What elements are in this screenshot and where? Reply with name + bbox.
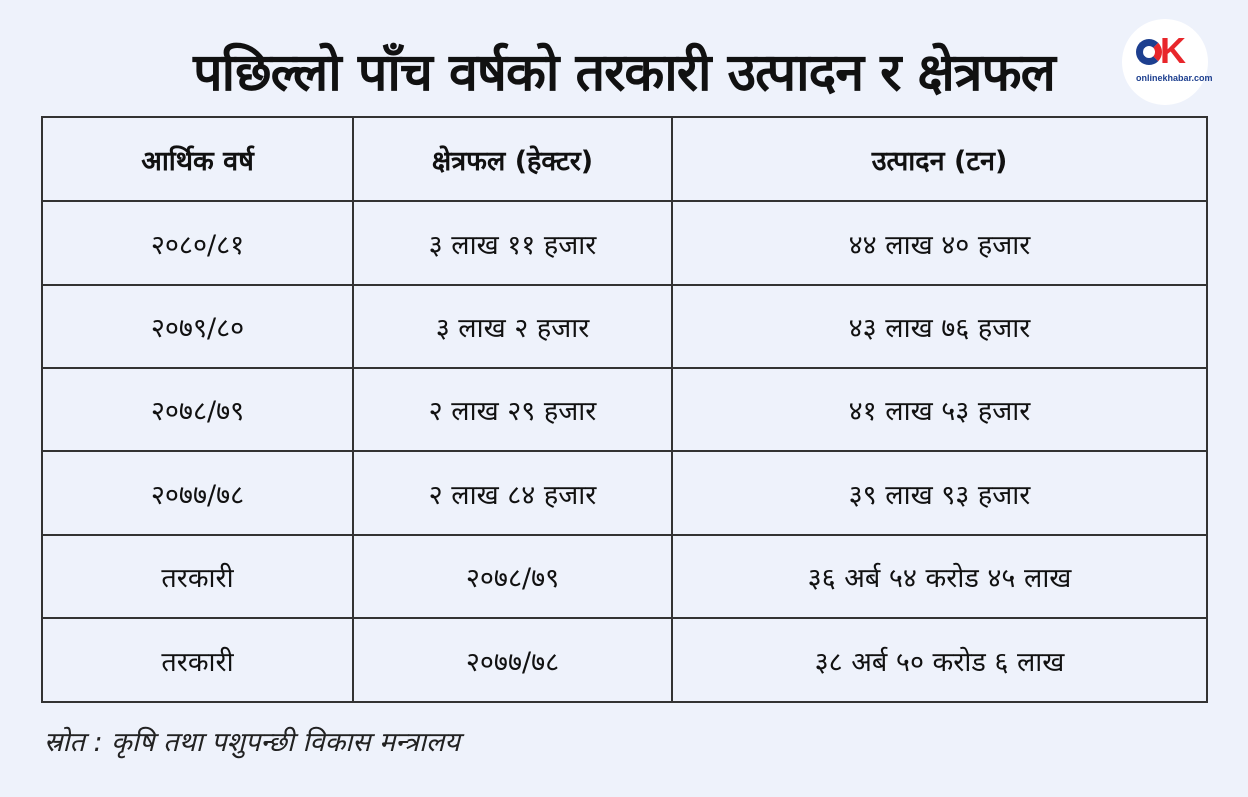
table-cell: ४४ लाख ४० हजार xyxy=(672,201,1207,285)
logo-k-icon: K xyxy=(1160,30,1186,71)
logo-o-icon xyxy=(1136,39,1162,65)
table-cell: २०७८/७९ xyxy=(353,535,672,618)
table-row xyxy=(42,451,1207,535)
table-cell: ३ लाख ११ हजार xyxy=(353,201,672,285)
table-cell: ३९ लाख ९३ हजार xyxy=(672,451,1207,535)
table-cell: ४१ लाख ५३ हजार xyxy=(672,368,1207,451)
table-row xyxy=(42,201,1207,285)
table-row xyxy=(42,618,1207,702)
table-cell: २०७८/७९ xyxy=(42,368,353,451)
header-fiscal-year: आर्थिक वर्ष xyxy=(42,117,353,201)
table-row xyxy=(42,535,1207,618)
table-cell: २०७७/७८ xyxy=(353,618,672,702)
table-cell: २ लाख ८४ हजार xyxy=(353,451,672,535)
table-cell: २०८०/८१ xyxy=(42,201,353,285)
table-row xyxy=(42,285,1207,368)
data-table xyxy=(41,116,1208,703)
table-cell: २ लाख २९ हजार xyxy=(353,368,672,451)
logo-brand-text: onlinekhabar.com xyxy=(1136,73,1213,83)
table-cell: तरकारी xyxy=(42,535,353,618)
table-cell: ३८ अर्ब ५० करोड ६ लाख xyxy=(672,618,1207,702)
table-row xyxy=(42,368,1207,451)
table-cell: ३६ अर्ब ५४ करोड ४५ लाख xyxy=(672,535,1207,618)
onlinekhabar-logo xyxy=(1122,19,1213,105)
table-cell: ३ लाख २ हजार xyxy=(353,285,672,368)
table-cell: ४३ लाख ७६ हजार xyxy=(672,285,1207,368)
header-area: क्षेत्रफल (हेक्टर) xyxy=(353,117,672,201)
header-production: उत्पादन (टन) xyxy=(672,117,1207,201)
table-cell: २०७७/७८ xyxy=(42,451,353,535)
page-title: पछिल्लो पाँच वर्षको तरकारी उत्पादन र क्षेत्रफल xyxy=(193,43,1055,103)
table-header-row xyxy=(42,117,1207,201)
table-cell: २०७९/८० xyxy=(42,285,353,368)
table-cell: तरकारी xyxy=(42,618,353,702)
source-note: स्रोत : कृषि तथा पशुपन्छी विकास मन्त्रालय xyxy=(44,727,460,758)
